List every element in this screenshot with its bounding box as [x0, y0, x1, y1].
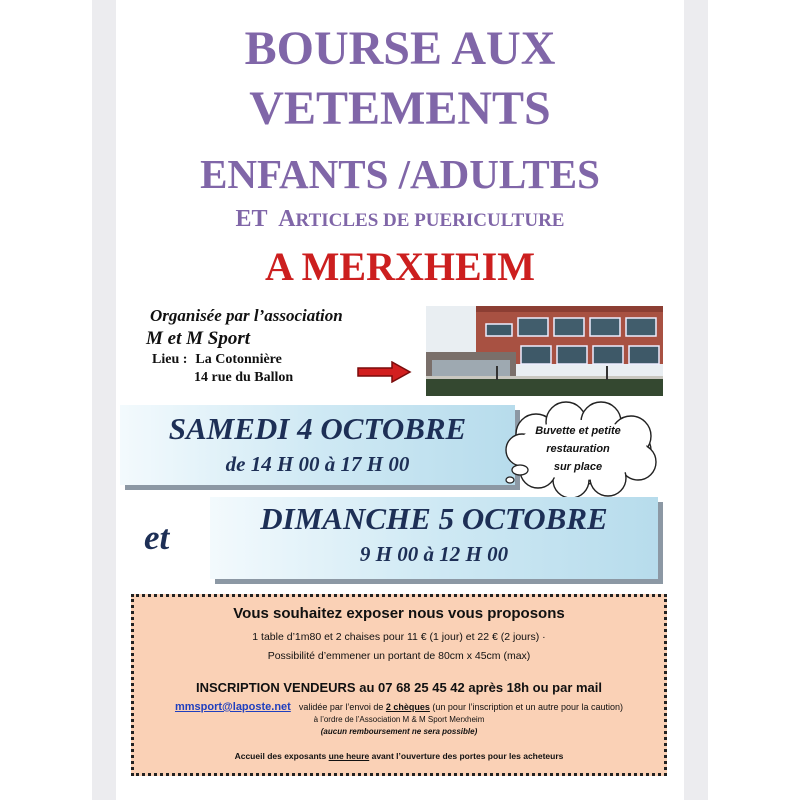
info-payee: à l’ordre de l’Association M & M Sport Merxheim	[313, 715, 485, 724]
info-no-refund: (aucun remboursement ne sera possible)	[320, 727, 478, 736]
organizer-intro: Organisée par l’association	[150, 306, 343, 325]
welcome-one-hour: une heure	[328, 751, 370, 761]
vendor-info-box	[131, 594, 667, 776]
title-line-1: BOURSE AUX	[244, 22, 556, 75]
cloud-text-2: restauration	[546, 443, 610, 455]
cloud-text-1: Buvette et petite	[535, 425, 621, 437]
saturday-banner	[120, 405, 515, 485]
title-cap-a: A	[278, 206, 296, 232]
sunday-hours: 9 H 00 à 12 H 00	[359, 542, 509, 566]
building-photo	[426, 306, 663, 396]
validation-text-c: (un pour l’inscription et un autre pour la caution)	[429, 702, 624, 712]
info-rack-option: Possibilité d’emmener un portant de 80cm x 45cm (max)	[267, 650, 531, 662]
saturday-date: SAMEDI 4 OCTOBRE	[168, 411, 467, 446]
connector-et: et	[144, 518, 170, 557]
venue-label: Lieu :	[152, 352, 188, 367]
title-location: A MERXHEIM	[265, 244, 535, 289]
saturday-hours: de 14 H 00 à 17 H 00	[225, 452, 410, 476]
validation-text-a: validée par l’envoi de	[298, 702, 386, 712]
title-line-3: ENFANTS /ADULTES	[200, 151, 600, 197]
validation-cheques: 2 chèques	[385, 702, 430, 712]
sunday-date: DIMANCHE 5 OCTOBRE	[260, 501, 608, 536]
venue-name: La Cotonnière	[195, 352, 282, 367]
venue-line	[152, 352, 282, 368]
flyer-page	[116, 0, 684, 800]
venue-address: 14 rue du Ballon	[194, 370, 294, 385]
info-welcome	[134, 751, 664, 761]
title-line-4	[116, 204, 684, 236]
sunday-banner	[210, 497, 658, 579]
title-smallcaps: RTICLES DE PUERICULTURE	[295, 210, 565, 231]
title-line-2: VETEMENTS	[249, 82, 551, 135]
info-registration: INSCRIPTION VENDEURS au 07 68 25 45 42 après 18h ou par mail	[195, 680, 603, 695]
left-margin-strip	[92, 0, 116, 800]
cloud-text-3: sur place	[553, 461, 603, 473]
info-validation	[134, 701, 664, 713]
red-arrow-icon	[356, 361, 412, 383]
email-link[interactable]: mmsport@laposte.net	[174, 701, 291, 713]
info-table-offer: 1 table d’1m80 et 2 chaises pour 11 € (1 jour) et 22 € (2 jours) ·	[252, 631, 546, 643]
title-word-et: ET	[235, 206, 268, 232]
organizer-name: M et M Sport	[146, 328, 250, 349]
right-margin-strip	[684, 0, 708, 800]
welcome-text-c: avant l’ouverture des portes pour les acheteurs	[369, 751, 564, 761]
welcome-text-a: Accueil des exposants	[234, 751, 329, 761]
info-heading: Vous souhaitez exposer nous vous proposons	[233, 605, 565, 622]
